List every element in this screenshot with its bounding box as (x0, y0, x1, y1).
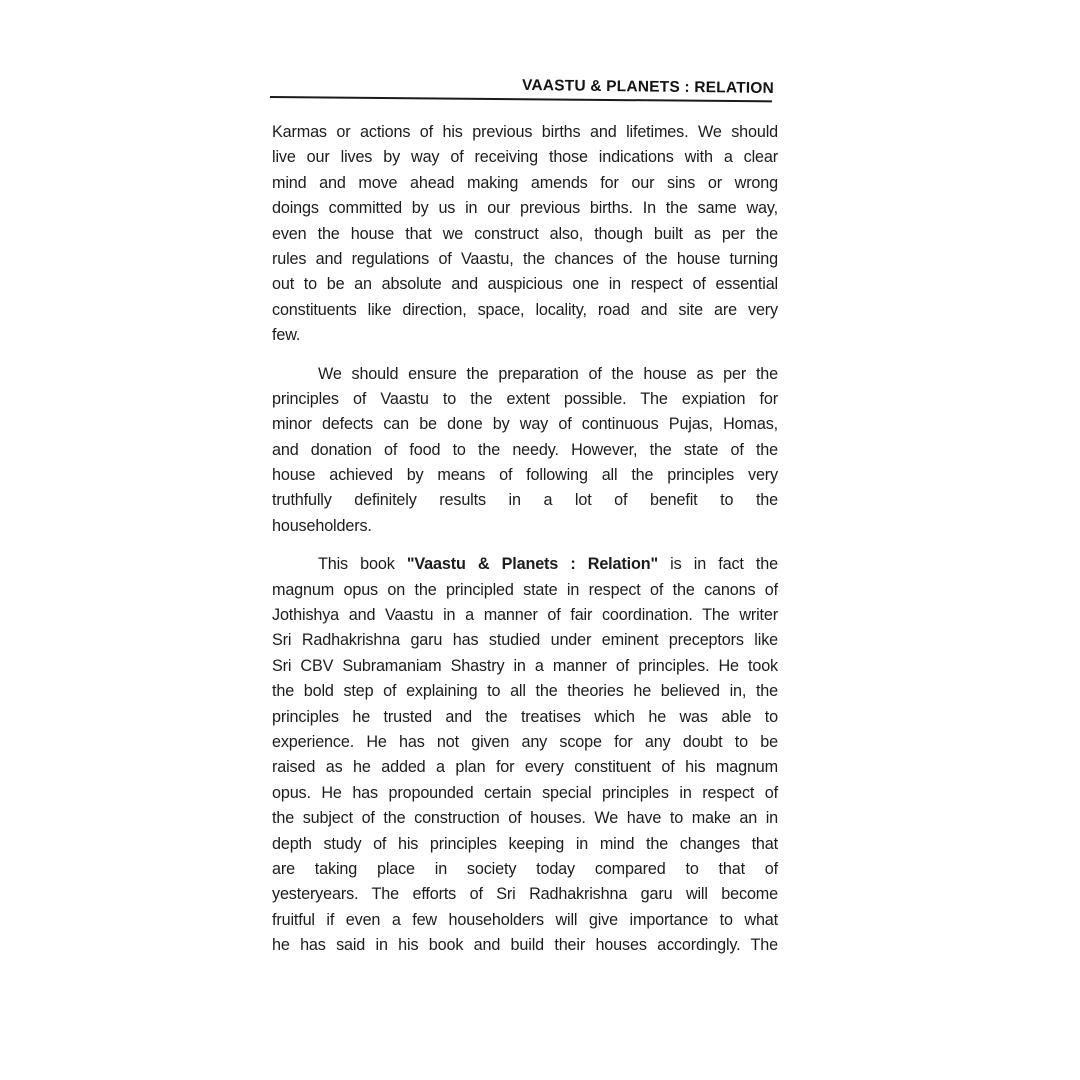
text-line: fruitful if even a few householders will give importance to what (272, 910, 778, 929)
text-line: mind and move ahead making amends for our sins or wrong (272, 173, 778, 192)
text-line: opus. He has propounded certain special principles in respect of (272, 783, 778, 802)
text-line: out to be an absolute and auspicious one in respect of essential (272, 275, 778, 294)
text-line: principles of Vaastu to the extent possible. The expiation for (272, 389, 778, 408)
text-line: raised as he added a plan for every constituent of his magnum (272, 758, 778, 777)
text-line: even the house that we construct also, though built as per the (272, 224, 778, 243)
text-line (272, 552, 778, 577)
text-line: and donation of food to the needy. However, the state of the (272, 440, 778, 459)
text-line: experience. He has not given any scope for any doubt to be (272, 732, 778, 751)
paragraph-2 (272, 362, 778, 540)
text-line: live our lives by way of receiving those indications with a clear (272, 148, 778, 167)
text-line: are taking place in society today compared to that of (272, 859, 778, 878)
running-head: VAASTU & PLANETS : RELATION (521, 76, 775, 97)
line-prefix: This book (318, 555, 407, 574)
line-suffix: is in fact the (657, 555, 778, 574)
text-line: truthfully definitely results in a lot of benefit to the (272, 491, 778, 510)
text-line: Sri CBV Subramaniam Shastry in a manner of principles. He took (272, 656, 778, 675)
text-line: rules and regulations of Vaastu, the chances of the house turning (272, 249, 778, 268)
text-line: few. (272, 326, 301, 345)
body-text (272, 120, 778, 959)
text-line: house achieved by means of following all the principles very (272, 466, 778, 485)
text-line: the bold step of explaining to all the theories he believed in, the (272, 682, 778, 701)
text-line: Karmas or actions of his previous births and lifetimes. We should (272, 123, 778, 141)
text-line: Jothishya and Vaastu in a manner of fair coordination. The writer (272, 606, 778, 625)
text-line: householders. (272, 516, 372, 535)
text-line: he has said in his book and build their houses accordingly. The (272, 936, 778, 955)
text-line: constituents like direction, space, locality, road and site are very (272, 300, 778, 319)
paragraph-3 (272, 552, 778, 958)
text-line: magnum opus on the principled state in respect of the canons of (272, 580, 778, 599)
book-title: "Vaastu & Planets : Relation" (406, 555, 658, 574)
paragraph-1 (272, 120, 778, 349)
text-line: We should ensure the preparation of the house as per the (318, 364, 778, 383)
text-line: minor defects can be done by way of continuous Pujas, Homas, (272, 415, 778, 434)
text-line: yesteryears. The efforts of Sri Radhakrishna garu will become (272, 885, 778, 904)
text-line: doings committed by us in our previous births. In the same way, (272, 199, 778, 218)
text-line: Sri Radhakrishna garu has studied under eminent preceptors like (272, 631, 778, 650)
text-line: principles he trusted and the treatises which he was able to (272, 707, 778, 726)
text-line: the subject of the construction of houses. We have to make an in (272, 809, 778, 828)
text-line: depth study of his principles keeping in mind the changes that (272, 834, 778, 853)
